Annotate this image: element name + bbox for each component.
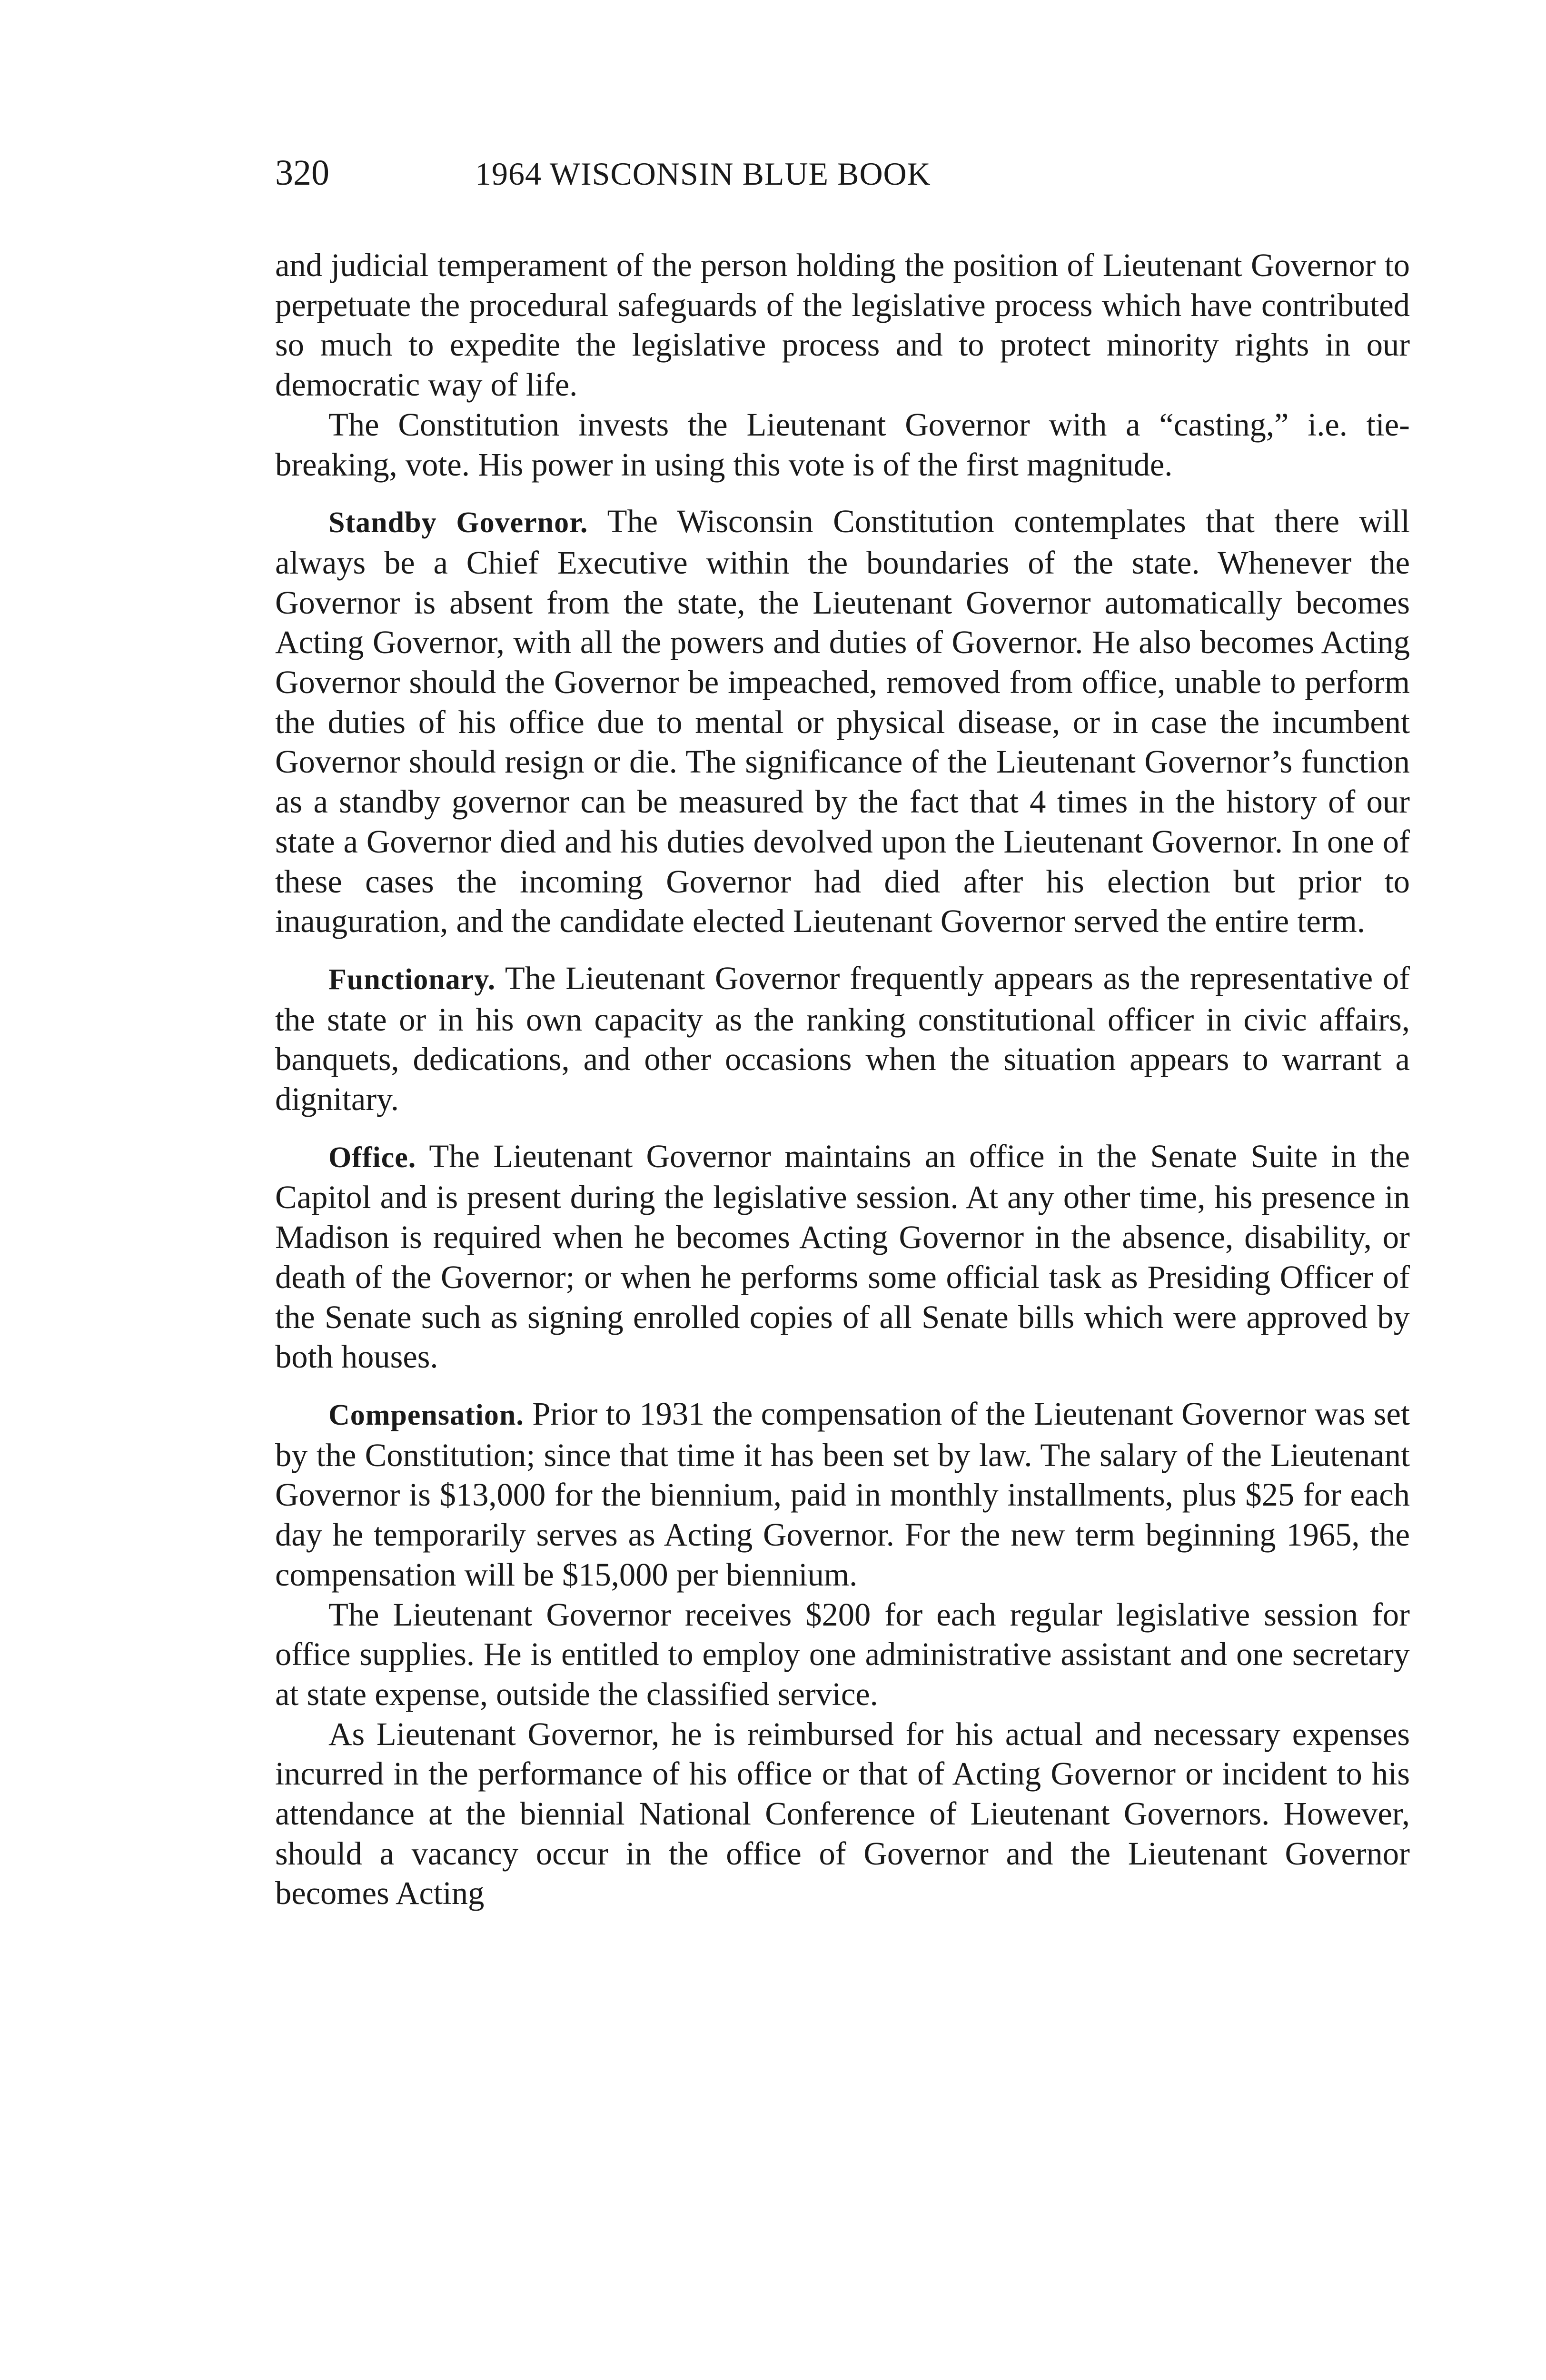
book-page	[275, 143, 1410, 1914]
section-functionary	[275, 959, 1410, 1120]
paragraph-text: The Lieutenant Governor frequently appears as the representative of the state or in his own capacity as the ranking constitutional officer in civic affairs, banquets, dedications, and other occasions when the situation appears to warrant a dignitary.	[275, 960, 1410, 1118]
paragraph-casting-vote	[275, 405, 1410, 485]
paragraph-text: and judicial temperament of the person holding the position of Lieutenant Governor to perpetuate the procedural safeguards of the legislative process which have contributed so much to expedite the legislative process and to protect minority rights in our democratic way of life.	[275, 247, 1410, 403]
section-compensation	[275, 1394, 1410, 1595]
paragraph-text: Prior to 1931 the compensation of the Lieutenant Governor was set by the Constitution; since that time it has been set by law. The salary of the Lieutenant Governor is $13,000 for the biennium, paid in monthly installments, plus $25 for each day he temporarily serves as Acting Governor. For the new term beginning 1965, the compensation will be $15,000 per biennium.	[275, 1395, 1410, 1593]
section-heading: Compensation.	[328, 1398, 524, 1431]
section-heading: Office.	[328, 1141, 416, 1174]
section-heading: Standby Governor.	[328, 506, 588, 539]
paragraph-text: As Lieutenant Governor, he is reimbursed for his actual and necessary expenses incurred in the performance of his office or that of Acting Governor or incident to his attendance at the biennial National Conference of Lieutenant Governors. However, should a vacancy occur in the office of Governor and the Lieutenant Governor becomes Acting	[275, 1716, 1410, 1912]
body-text	[275, 246, 1410, 1914]
section-standby-governor	[275, 502, 1410, 942]
paragraph-expenses	[275, 1715, 1410, 1914]
paragraph-office-supplies	[275, 1595, 1410, 1715]
page-number: 320	[275, 153, 329, 193]
paragraph-text: The Lieutenant Governor receives $200 for each regular legislative session for office supplies. He is entitled to employ one administrative assistant and one secretary at state expense, outside the classified service.	[275, 1596, 1410, 1712]
paragraph-text: The Wisconsin Constitution contemplates that there will always be a Chief Executive within the boundaries of the state. Whenever the Governor is absent from the state, the Lieutenant Governor automatically becomes Acting Governor, with all the powers and duties of Governor. He also becomes Acting Governor should the Governor be impeached, removed from office, unable to perform the duties of his office due to mental or physical disease, or in case the incumbent Governor should resign or die. The significance of the Lieutenant Governor’s function as a standby governor can be measured by the fact that 4 times in the history of our state a Governor died and his duties devolved upon the Lieutenant Governor. In one of these cases the incoming Governor had died after his election but prior to inauguration, and the candidate elected Lieutenant Governor served the entire term.	[275, 503, 1410, 940]
running-head	[275, 143, 1410, 195]
paragraph-text: The Lieutenant Governor maintains an office in the Senate Suite in the Capitol and is present during the legislative session. At any other time, his presence in Madison is required when he becomes Acting Governor in the absence, disability, or death of the Governor; or when he performs some official task as Presiding Officer of the Senate such as signing enrolled copies of all Senate bills which were approved by both houses.	[275, 1138, 1410, 1375]
paragraph-text: The Constitution invests the Lieutenant Governor with a “casting,” i.e. tie-breaking, vote. His power in using this vote is of the first magnitude.	[275, 406, 1410, 483]
paragraph-continuation	[275, 246, 1410, 405]
running-title: 1964 WISCONSIN BLUE BOOK	[475, 156, 931, 192]
section-office	[275, 1137, 1410, 1377]
section-heading: Functionary.	[328, 963, 496, 996]
